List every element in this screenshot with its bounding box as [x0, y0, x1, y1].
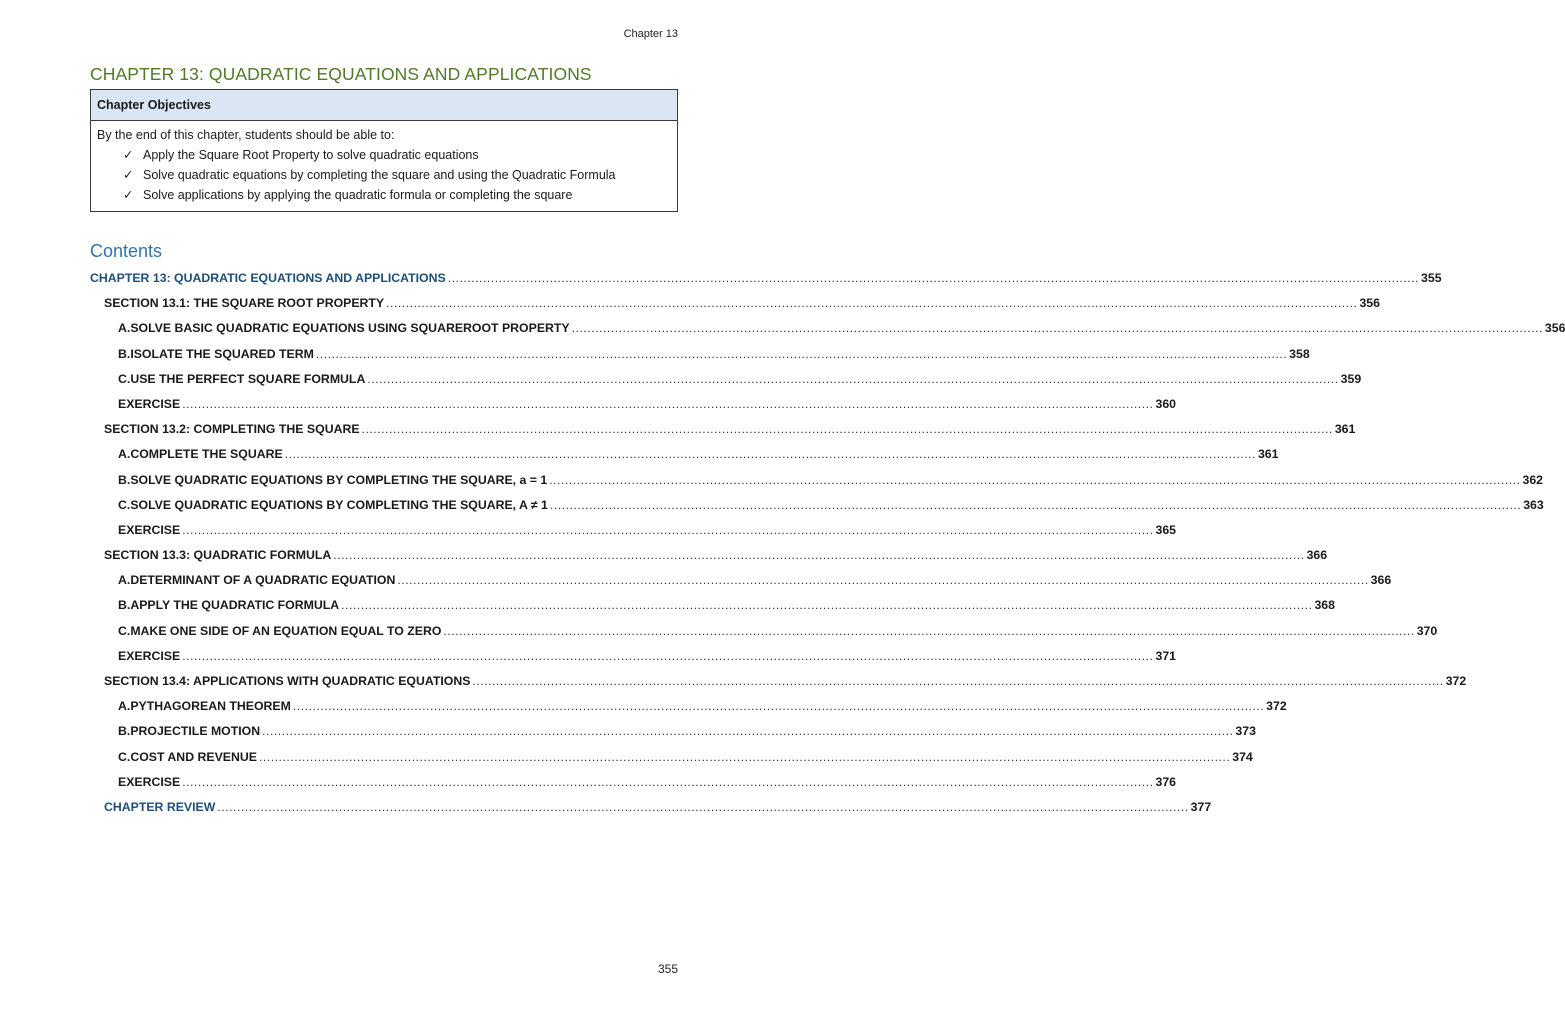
toc-entry[interactable]: [90, 291, 1380, 316]
toc-dot-leader: ........................................................................................................................................................................................................................................................: [182, 522, 1154, 537]
toc-dot-leader: ........................................................................................................................................................................................................................................................: [397, 573, 1369, 588]
toc-dot-leader: ........................................................................................................................................................................................................................................................: [341, 598, 1313, 613]
toc-dot-leader: ........................................................................................................................................................................................................................................................: [367, 371, 1339, 386]
toc-entry-page: 359: [1340, 371, 1362, 386]
toc-entry[interactable]: [90, 316, 1565, 341]
toc-dot-leader: ........................................................................................................................................................................................................................................................: [315, 346, 1288, 361]
objective-text: Solve applications by applying the quadratic formula or completing the square: [143, 188, 573, 202]
toc-entry-page: 361: [1334, 422, 1356, 437]
toc-entry-page: 371: [1155, 648, 1177, 663]
objective-item: [97, 165, 671, 185]
toc-entry-letter: A.: [118, 447, 131, 462]
toc-entry-page: 365: [1155, 522, 1177, 537]
toc-entry[interactable]: [90, 342, 1310, 367]
toc-entry[interactable]: [90, 568, 1392, 593]
objectives-intro: By the end of this chapter, students should be able to:: [97, 128, 395, 142]
contents-heading: Contents: [90, 241, 163, 261]
toc-entry-letter: A.: [118, 573, 131, 588]
toc-entry-title: SOLVE QUADRATIC EQUATIONS BY COMPLETING THE SQUARE, A ≠ 1: [130, 497, 548, 512]
toc-entry[interactable]: [90, 543, 1328, 568]
toc-entry-page: 373: [1235, 724, 1256, 739]
toc-entry[interactable]: [90, 694, 1287, 719]
toc-entry[interactable]: [90, 719, 1256, 744]
toc-entry-title: USE THE PERFECT SQUARE FORMULA: [130, 371, 366, 386]
toc-entry-title: CHAPTER 13: QUADRATIC EQUATIONS AND APPLICATIONS: [90, 271, 446, 285]
toc-entry-title: APPLY THE QUADRATIC FORMULA: [130, 598, 340, 613]
table-of-contents: [90, 266, 1565, 820]
toc-entry-page: 356: [1544, 321, 1565, 336]
toc-entry[interactable]: [90, 392, 1177, 417]
toc-entry[interactable]: [90, 669, 1467, 694]
toc-dot-leader: ........................................................................................................................................................................................................................................................: [182, 396, 1154, 411]
toc-entry-title: EXERCISE: [118, 774, 181, 789]
toc-entry-letter: A.: [118, 699, 131, 714]
toc-dot-leader: ........................................................................................................................................................................................................................................................: [182, 648, 1154, 663]
toc-dot-leader: ........................................................................................................................................................................................................................................................: [292, 699, 1265, 714]
toc-entry[interactable]: [90, 417, 1356, 442]
objective-text: Solve quadratic equations by completing the square and using the Quadratic Formula: [143, 168, 616, 182]
toc-entry-page: 356: [1359, 296, 1380, 311]
toc-dot-leader: ........................................................................................................................................................................................................................................................: [549, 497, 1522, 512]
toc-entry-page: 366: [1306, 548, 1328, 563]
toc-entry-title: DETERMINANT OF A QUADRATIC EQUATION: [130, 573, 396, 588]
checkmark-icon: ✓: [123, 187, 134, 202]
toc-entry-page: 363: [1523, 497, 1544, 512]
toc-entry-letter: B.: [118, 598, 131, 613]
toc-entry-title: EXERCISE: [118, 648, 181, 663]
toc-dot-leader: ........................................................................................................................................................................................................................................................: [361, 422, 1333, 437]
toc-entry-title: PYTHAGOREAN THEOREM: [130, 699, 291, 714]
toc-entry-page: 374: [1232, 749, 1253, 764]
toc-entry[interactable]: [90, 493, 1544, 518]
toc-entry[interactable]: [90, 442, 1279, 467]
toc-entry-title: COST AND REVENUE: [130, 749, 257, 764]
objective-text: Apply the Square Root Property to solve quadratic equations: [143, 148, 479, 162]
objectives-heading: Chapter Objectives: [91, 90, 677, 121]
objectives-list: [97, 145, 671, 205]
toc-dot-leader: ........................................................................................................................................................................................................................................................: [571, 321, 1543, 336]
toc-entry-page: 355: [1421, 271, 1442, 285]
toc-entry-title: SECTION 13.1: THE SQUARE ROOT PROPERTY: [104, 296, 385, 311]
toc-entry-title: SOLVE QUADRATIC EQUATIONS BY COMPLETING THE SQUARE, a = 1: [130, 472, 548, 487]
toc-entry-title: COMPLETE THE SQUARE: [130, 447, 283, 462]
toc-entry[interactable]: [90, 593, 1335, 618]
toc-entry[interactable]: [90, 518, 1177, 543]
running-header: Chapter 13: [623, 28, 678, 40]
toc-dot-leader: ........................................................................................................................................................................................................................................................: [472, 674, 1444, 688]
toc-dot-leader: ........................................................................................................................................................................................................................................................: [386, 296, 1358, 311]
toc-entry-page: 360: [1155, 396, 1177, 411]
toc-dot-leader: ........................................................................................................................................................................................................................................................: [182, 774, 1154, 789]
toc-entry-title: SECTION 13.2: COMPLETING THE SQUARE: [104, 422, 360, 437]
chapter-title: CHAPTER 13: QUADRATIC EQUATIONS AND APPLICATIONS: [90, 64, 592, 84]
toc-entry-title: SOLVE BASIC QUADRATIC EQUATIONS USING SQUAREROOT PROPERTY: [130, 321, 570, 336]
toc-entry-title: MAKE ONE SIDE OF AN EQUATION EQUAL TO ZERO: [130, 623, 442, 638]
toc-dot-leader: ........................................................................................................................................................................................................................................................: [258, 749, 1231, 764]
objective-item: [97, 145, 671, 165]
toc-entry[interactable]: [90, 367, 1362, 392]
toc-entry-page: 358: [1289, 346, 1310, 361]
toc-entry-page: 372: [1266, 699, 1287, 714]
toc-entry-letter: C.: [118, 749, 131, 764]
toc-entry-page: 370: [1416, 623, 1438, 638]
toc-dot-leader: ........................................................................................................................................................................................................................................................: [217, 799, 1189, 814]
toc-entry-page: 362: [1522, 472, 1544, 487]
toc-entry[interactable]: [90, 795, 1212, 820]
toc-dot-leader: ........................................................................................................................................................................................................................................................: [549, 472, 1521, 487]
checkmark-icon: ✓: [123, 167, 134, 182]
toc-entry-title: PROJECTILE MOTION: [130, 724, 261, 739]
toc-dot-leader: ........................................................................................................................................................................................................................................................: [333, 548, 1305, 563]
toc-entry-letter: B.: [118, 472, 131, 487]
toc-entry-page: 377: [1190, 799, 1212, 814]
toc-entry[interactable]: [90, 770, 1177, 795]
page-number: 355: [657, 962, 678, 976]
toc-entry-title: SECTION 13.3: QUADRATIC FORMULA: [104, 548, 332, 563]
objectives-body: [91, 121, 677, 211]
toc-entry-letter: B.: [118, 346, 131, 361]
checkmark-icon: ✓: [123, 147, 134, 162]
toc-entry-page: 376: [1155, 774, 1177, 789]
toc-entry[interactable]: [90, 745, 1253, 770]
toc-entry-page: 372: [1445, 674, 1467, 688]
chapter-objectives-box: [90, 89, 678, 212]
toc-entry-page: 368: [1314, 598, 1335, 613]
toc-entry-title: SECTION 13.4: APPLICATIONS WITH QUADRATIC EQUATIONS: [104, 674, 471, 688]
toc-entry[interactable]: [90, 266, 1442, 291]
toc-entry[interactable]: [90, 619, 1438, 644]
toc-entry-title: CHAPTER REVIEW: [104, 799, 216, 814]
objective-item: [97, 185, 671, 205]
toc-entry-letter: B.: [118, 724, 131, 739]
toc-entry-letter: A.: [118, 321, 131, 336]
toc-entry-letter: C.: [118, 623, 131, 638]
toc-entry-page: 366: [1370, 573, 1392, 588]
toc-entry-letter: C.: [118, 497, 131, 512]
toc-entry-title: EXERCISE: [118, 522, 181, 537]
toc-entry-title: EXERCISE: [118, 396, 181, 411]
toc-dot-leader: ........................................................................................................................................................................................................................................................: [262, 724, 1234, 739]
toc-entry[interactable]: [90, 644, 1177, 669]
toc-entry-letter: C.: [118, 371, 131, 386]
toc-entry-title: ISOLATE THE SQUARED TERM: [130, 346, 314, 361]
toc-dot-leader: ........................................................................................................................................................................................................................................................: [284, 447, 1256, 462]
toc-entry-page: 361: [1257, 447, 1279, 462]
toc-entry[interactable]: [90, 468, 1544, 493]
toc-dot-leader: ........................................................................................................................................................................................................................................................: [443, 623, 1415, 638]
toc-dot-leader: ........................................................................................................................................................................................................................................................: [447, 271, 1420, 285]
